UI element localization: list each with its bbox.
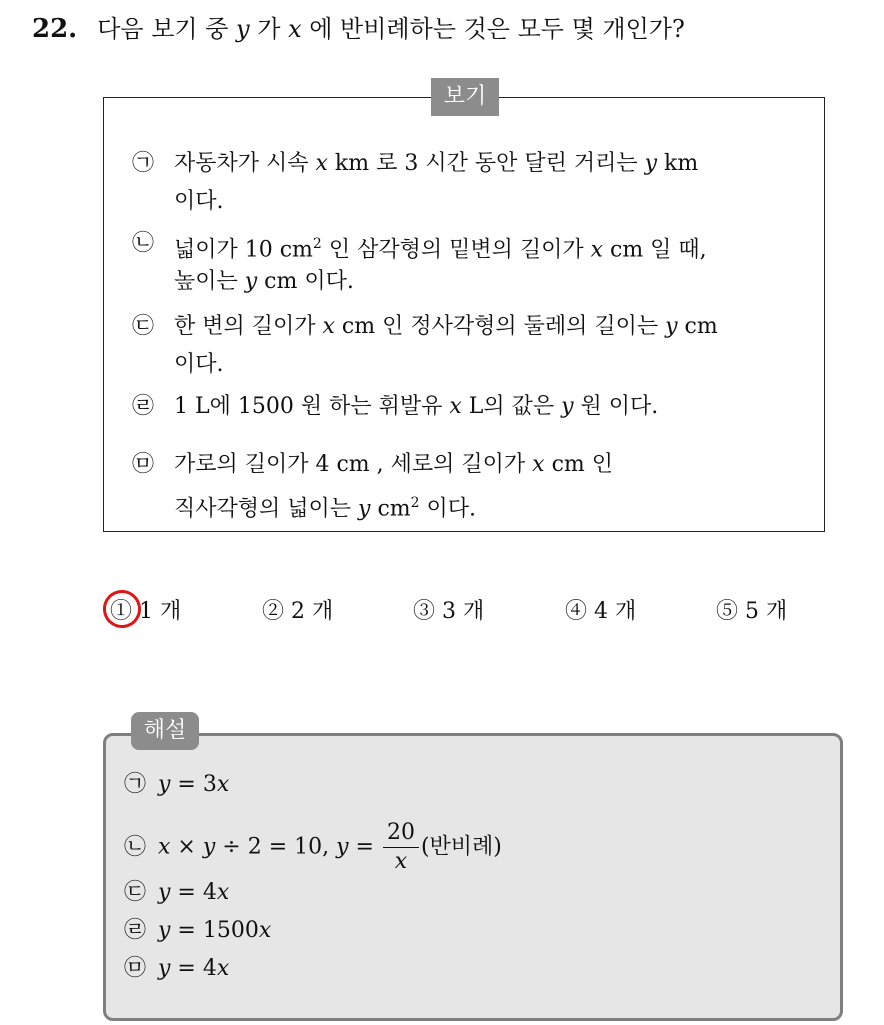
solution-line-5: ㉤ y = 4x bbox=[124, 956, 230, 981]
item-marker: ㉣ bbox=[132, 394, 155, 419]
item-marker: ㉤ bbox=[132, 452, 155, 477]
choice-4[interactable]: ④ 4 개 bbox=[565, 599, 637, 624]
solution-label: 해설 bbox=[131, 712, 199, 750]
choice-2[interactable]: ② 2 개 bbox=[262, 599, 334, 624]
question-number: 22. bbox=[32, 14, 78, 44]
fraction: $\frac{20}{x}$ bbox=[383, 822, 419, 873]
choice-3[interactable]: ③ 3 개 bbox=[413, 599, 485, 624]
question-title: 22. 다음 보기 중 y 가 x 에 반비례하는 것은 모두 몇 개인가? bbox=[32, 14, 685, 44]
solution-line-2: ㉡ x × y ÷ 2 = 10, y = $\frac{20}{x}$ (반비례) bbox=[124, 820, 502, 874]
item-marker: ㉠ bbox=[132, 151, 155, 176]
bogi-label: 보기 bbox=[431, 78, 499, 116]
choice-5[interactable]: ⑤ 5 개 bbox=[716, 599, 788, 624]
solution-line-4: ㉣ y = 1500x bbox=[124, 918, 272, 943]
solution-line-3: ㉢ y = 4x bbox=[124, 880, 230, 905]
bogi-item-5: ㉤ 가로의 길이가 4 cm , 세로의 길이가 x cm 인 bbox=[132, 446, 168, 484]
bogi-item-2: ㉡ 넓이가 10 $cm^2$ 인 삼각형의 밑변의 길이가 x cm 일 때, bbox=[132, 225, 168, 263]
solution-line-1: ㉠ y = 3x bbox=[124, 772, 230, 797]
bogi-item-1: ㉠ 자동차가 시속 x km 로 3 시간 동안 달린 거리는 y km bbox=[132, 145, 168, 183]
bogi-item-3: ㉢ 한 변의 길이가 x cm 인 정사각형의 둘레의 길이는 y cm bbox=[132, 308, 168, 346]
item-marker: ㉢ bbox=[132, 314, 155, 339]
bogi-item-4: ㉣ 1 L에 1500 원 하는 휘발유 x L의 값은 y 원 이다. bbox=[132, 388, 168, 426]
choice-1[interactable]: ① 1 개 bbox=[110, 599, 182, 624]
item-marker: ㉡ bbox=[132, 231, 155, 256]
